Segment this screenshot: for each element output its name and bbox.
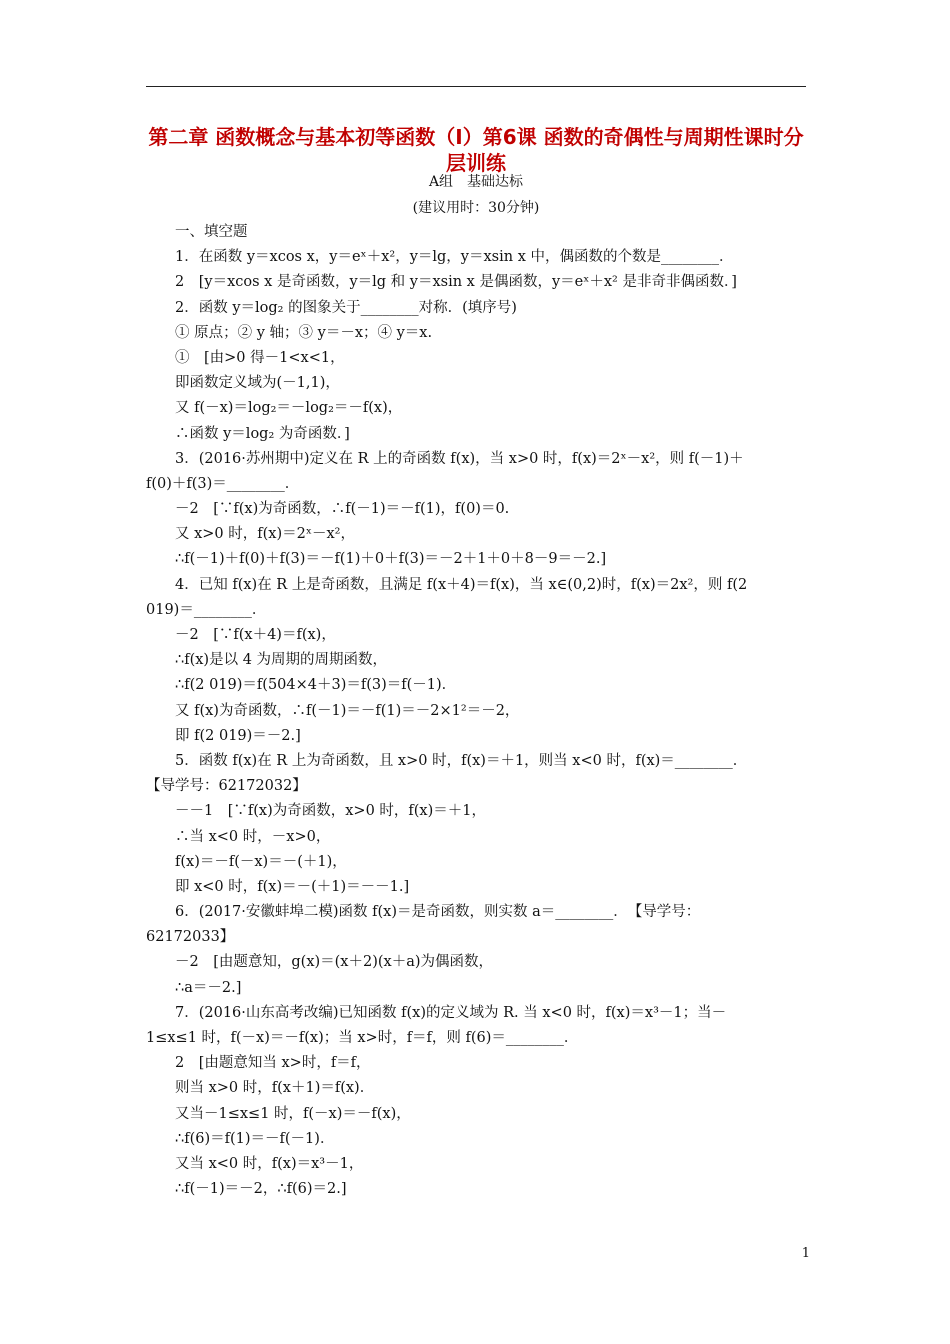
time-hint: (建议用时：30分钟) (412, 200, 540, 216)
text-line: 即 x<0 时，f(x)＝－(＋1)＝－－1.] (175, 878, 410, 895)
text-line: 又 f(－x)＝log₂＝－log₂＝－f(x)， (175, 400, 403, 417)
text-line: －－1 [∵f(x)为奇函数，x>0 时，f(x)＝＋1， (175, 803, 486, 820)
text-line: 7．(2016·山东高考改编)已知函数 f(x)的定义域为 R. 当 x<0 时，f(x)＝x³－1；当－ (175, 1004, 727, 1021)
text-line: ① [由>0 得－1<x<1， (175, 349, 345, 366)
text-line: ∴f(6)＝f(1)＝－f(－1)． (175, 1130, 335, 1147)
text-line: 2．函数 y＝log₂ 的图象关于________对称．(填序号) (175, 299, 517, 316)
text-line: 019)＝________． (146, 601, 267, 618)
text-line: －2 [由题意知，g(x)＝(x＋2)(x＋a)为偶函数， (175, 954, 494, 971)
text-line: 62172033】 (146, 929, 235, 946)
text-line: 4．已知 f(x)在 R 上是奇函数，且满足 f(x＋4)＝f(x)，当 x∈(0,2)时，f(x)＝2x²，则 f(2 (175, 576, 748, 593)
text-line: 又当－1≤x≤1 时，f(－x)＝－f(x)， (175, 1105, 411, 1122)
text-line: ∴f(－1)＝－2，∴f(6)＝2.] (175, 1181, 347, 1198)
page-number: 1 (801, 1246, 810, 1261)
text-line: ∴f(2 019)＝f(504×4＋3)＝f(3)＝f(－1)． (175, 677, 457, 694)
text-line: ∴f(x)是以 4 为周期的周期函数， (175, 652, 388, 669)
text-line: 又 x>0 时，f(x)＝2ˣ－x²， (175, 526, 355, 543)
text-line: 1≤x≤1 时，f(－x)＝－f(x)；当 x>时，f＝f，则 f(6)＝________． (146, 1030, 579, 1046)
text-line: 【导学号：62172032】 (146, 778, 307, 795)
text-line: 3．(2016·苏州期中)定义在 R 上的奇函数 f(x)，当 x>0 时，f(x)＝2ˣ－x²，则 f(－1)＋ (175, 450, 744, 467)
text-line: －2 [∵f(x)为奇函数，∴f(－1)＝－f(1)，f(0)＝0. (175, 501, 510, 518)
text-line: 6．(2017·安徽蚌埠二模)函数 f(x)＝是奇函数，则实数 a＝________． 【导学号： (175, 904, 701, 921)
text-line: f(x)＝－f(－x)＝－(＋1)， (175, 853, 347, 870)
text-line: 5．函数 f(x)在 R 上为奇函数，且 x>0 时，f(x)＝＋1，则当 x<0 时，f(x)＝________． (175, 752, 748, 769)
header-rule (146, 86, 806, 87)
text-line: －2 [∵f(x＋4)＝f(x)， (175, 627, 336, 643)
text-line: 一、填空题 (175, 224, 248, 240)
text-line: 2 [由题意知当 x>时，f＝f， (175, 1055, 371, 1072)
text-line: ∴f(－1)＋f(0)＋f(3)＝－f(1)＋0＋f(3)＝－2＋1＋0＋8－9＝－2.] (175, 551, 607, 568)
text-line: f(0)＋f(3)＝________． (146, 475, 300, 492)
group-heading: A组 基础达标 (428, 174, 524, 190)
text-line: ∴当 x<0 时，－x>0， (175, 828, 331, 845)
page-title: 第二章 函数概念与基本初等函数（Ⅰ）第6课 函数的奇偶性与周期性课时分层训练 (148, 125, 804, 175)
text-line: 即函数定义域为(－1,1)， (175, 375, 340, 392)
text-line: 1．在函数 y＝xcos x，y＝eˣ＋x²，y＝lg，y＝xsin x 中，偶函数的个数是________． (175, 249, 734, 266)
text-line: ∴a＝－2.] (175, 979, 242, 996)
text-line: 又当 x<0 时，f(x)＝x³－1， (175, 1155, 364, 1172)
text-line: ∴函数 y＝log₂ 为奇函数．] (175, 425, 350, 442)
text-line: 则当 x>0 时，f(x＋1)＝f(x)． (175, 1080, 375, 1097)
text-line: 又 f(x)为奇函数，∴f(－1)＝－f(1)＝－2×1²＝－2， (175, 702, 520, 719)
text-line: 2 [y＝xcos x 是奇函数，y＝lg 和 y＝xsin x 是偶函数，y＝eˣ＋x² 是非奇非偶函数．] (175, 274, 737, 291)
document-body (146, 220, 806, 1202)
text-line: ① 原点；② y 轴；③ y＝－x；④ y＝x. (175, 324, 433, 341)
text-line: 即 f(2 019)＝－2.] (175, 727, 301, 744)
